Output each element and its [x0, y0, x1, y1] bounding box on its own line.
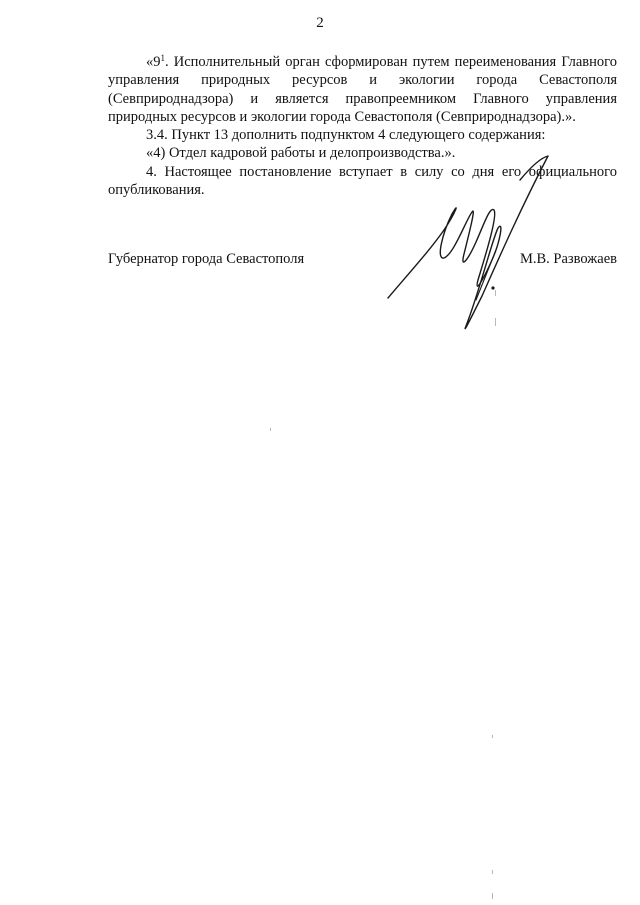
handwritten-signature-icon — [380, 150, 560, 340]
paragraph-clause-9-1 — [108, 53, 617, 126]
scan-artifact — [495, 318, 496, 326]
clause-text: . Исполнительный орган сформирован путем переименования Главного управления природных ресурсов и экологии города Севастополя (Севприроднадзора) и является правопреемником Главного управления природных ресурсов и экологии города Севастополя (Севприроднадзора).». — [108, 54, 617, 125]
scan-artifact — [492, 870, 493, 874]
clause-superscript: 1 — [160, 53, 165, 63]
scan-artifact — [492, 893, 493, 899]
paragraph-4-effective: 4. Настоящее постановление вступает в силу со дня его официального опубликования. — [108, 163, 617, 199]
paragraph-3-4: 3.4. Пункт 13 дополнить подпунктом 4 следующего содержания: — [146, 127, 546, 144]
signatory-title: Губернатор города Севастополя — [108, 251, 305, 267]
scan-artifact — [495, 290, 496, 296]
scan-artifact — [270, 428, 271, 431]
paragraph-subitem-4: «4) Отдел кадровой работы и делопроизводства.». — [146, 145, 456, 162]
scan-artifact — [492, 735, 493, 738]
page-number: 2 — [316, 15, 324, 31]
signatory-name: М.В. Развожаев — [519, 251, 617, 267]
clause-number: «9 — [146, 54, 161, 70]
